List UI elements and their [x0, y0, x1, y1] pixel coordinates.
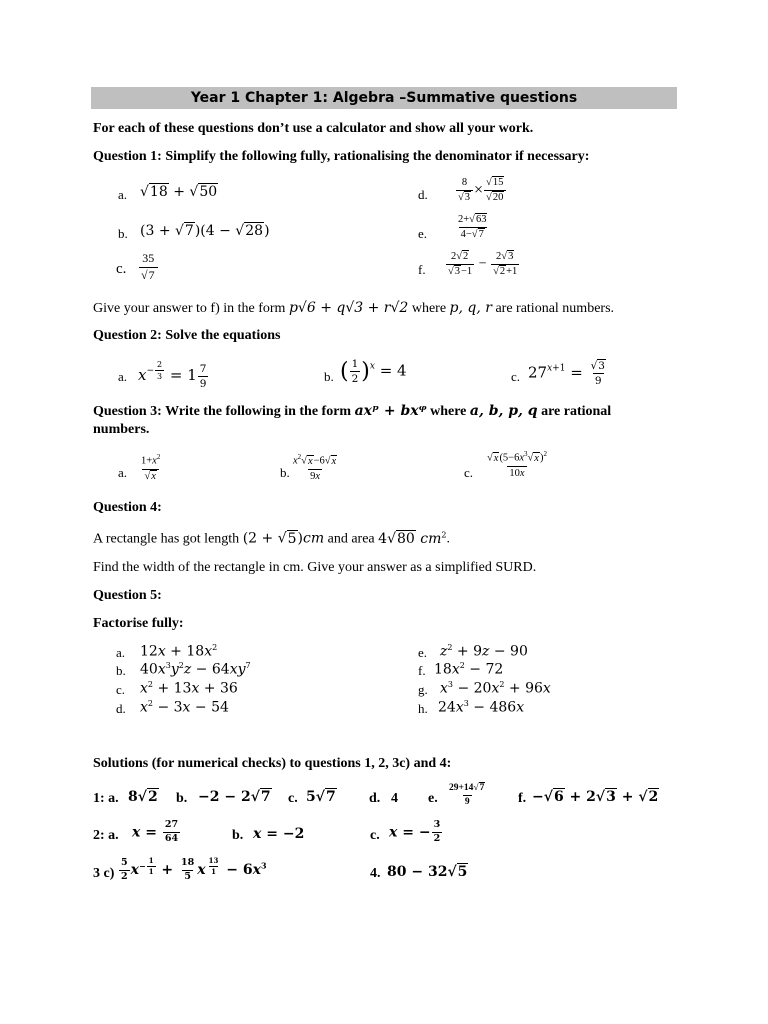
q1b-label: b. [118, 226, 128, 241]
q1-heading: Question 1: Simplify the following fully, rationalising the denominator if necessary: [93, 149, 590, 164]
sol2a: x = $\frac{27}{64}$ [132, 819, 179, 844]
q2-heading: Question 2: Solve the equations [93, 328, 281, 343]
solutions-heading: Solutions (for numerical checks) to questions 1, 2, 3c) and 4: [93, 756, 452, 771]
q5b-label: b. [116, 663, 126, 678]
q5-subheading: Factorise fully: [93, 616, 184, 631]
sol1d-label: d. [369, 791, 381, 806]
q1a-label: a. [118, 187, 128, 202]
q2b-label: b. [324, 369, 334, 384]
q2b-expr: ( $\frac{1}{2}$ )$^x$ = 4 [340, 358, 407, 386]
q2c-expr: $27^{x+1}$ = $\frac{√3}{9}$ [528, 360, 605, 388]
instruction: For each of these questions don’t use a calculator and show all your work. [93, 121, 534, 136]
sol1-label: 1: a. [93, 791, 119, 806]
q1e-expr: $\frac{2+√63}{4-√7}$ [458, 214, 487, 241]
q5f-label: f. [418, 663, 426, 678]
q4-heading: Question 4: [93, 500, 162, 515]
sol2c-label: c. [370, 828, 380, 843]
q1c-expr: $\frac{35}{√7}$ [138, 252, 159, 283]
q5e-label: e. [418, 645, 428, 660]
q1f-expr: $\frac{2√2}{√3-1}$ − $\frac{2√3}{√2+1}$ [448, 251, 518, 278]
sol1f: −√6 + 2√3 + √2 [532, 789, 659, 805]
sol1b-label: b. [176, 791, 188, 806]
q1c-label: c. [116, 261, 127, 277]
q1-note: Give your answer to f) in the form p√6 + q√3 + r√2 where p, q, r are rational numbers. [93, 300, 615, 316]
sol1c-label: c. [288, 791, 298, 806]
q5d-expr: $x^2 - 3x - 54$ [140, 699, 229, 716]
q3-heading: Question 3: Write the following in the form axᵖ + bxᵠ where a, b, p, q are rational [93, 403, 612, 419]
q5c-label: c. [116, 682, 126, 697]
q5f-expr: $18x^2 - 72$ [434, 661, 504, 678]
q4-line1: A rectangle has got length (2 + √5)cm and area 4√80 $cm^2$. [93, 530, 450, 547]
sol2c: x = − $\frac{3}{2}$ [389, 819, 441, 844]
sol4: 80 − 32√5 [387, 864, 468, 880]
sol3-label: 3 c) [93, 866, 115, 881]
q2c-label: c. [511, 369, 521, 384]
q2a-expr: $x^{- \frac{2}{3}}$ = 1 $\frac{7}{9}$ [138, 360, 207, 390]
q3b-expr: $\frac{x^2√x-6√x}{9x}$ [293, 453, 337, 482]
q2a-label: a. [118, 369, 128, 384]
q1d-label: d. [418, 187, 428, 202]
q5h-expr: $24x^3 - 486x$ [438, 699, 525, 716]
q5d-label: d. [116, 701, 126, 716]
sol3c: $\frac{5}{2}$ $x^{- \frac{1}{1}}$ + $\frac{18}{5}$ x $^{\frac{13}{1}}$ − $6x^3$ [121, 856, 267, 882]
q5h-label: h. [418, 701, 428, 716]
q1b-expr: (3 + √7)(4 − √28) [140, 223, 270, 239]
sol1a: 8√2 [128, 789, 158, 805]
sol2-label: 2: a. [93, 828, 119, 843]
q4-line2: Find the width of the rectangle in cm. Give your answer as a simplified SURD. [93, 560, 537, 575]
sol1c: 5√7 [306, 789, 336, 805]
q5a-expr: $12x + 18x^2$ [140, 643, 218, 660]
q1f-label: f. [418, 262, 426, 277]
q5g-label: g. [418, 682, 428, 697]
sol1d: 4 [391, 791, 398, 806]
q5a-label: a. [116, 645, 126, 660]
page-title: Year 1 Chapter 1: Algebra –Summative questions [91, 87, 677, 109]
sol1e: $\frac{29+14√7}{9}$ [449, 783, 485, 807]
sol2b-label: b. [232, 828, 244, 843]
sol1b: −2 − 2√7 [198, 789, 271, 805]
q3c-label: c. [464, 465, 474, 480]
q3b-label: b. [280, 465, 290, 480]
q3a-expr: $\frac{1+x^2}{√x}$ [141, 453, 161, 482]
sol1e-label: e. [428, 791, 438, 806]
q1a-expr: √18 + √50 [140, 184, 218, 200]
sol4-label: 4. [370, 866, 381, 881]
q5c-expr: $x^2 + 13x + 36$ [140, 680, 238, 697]
q5b-expr: $40x^3y^2z - 64xy^7$ [140, 661, 251, 678]
q3-heading-line2: numbers. [93, 422, 150, 437]
sol2b: x = −2 [253, 826, 305, 842]
q5-heading: Question 5: [93, 588, 162, 603]
q5e-expr: $z^2 + 9z - 90$ [440, 643, 528, 660]
q5g-expr: $x^3 - 20x^2 + 96x$ [440, 680, 551, 697]
q1e-label: e. [418, 226, 428, 241]
sol1f-label: f. [518, 791, 527, 806]
q3a-label: a. [118, 465, 128, 480]
q3c-expr: $\frac{√x(5-6x^3√x)^2}{10x}$ [487, 450, 547, 479]
q1d-expr: $\frac{8}{√3}$ × $\frac{√15}{√20}$ [455, 177, 507, 204]
